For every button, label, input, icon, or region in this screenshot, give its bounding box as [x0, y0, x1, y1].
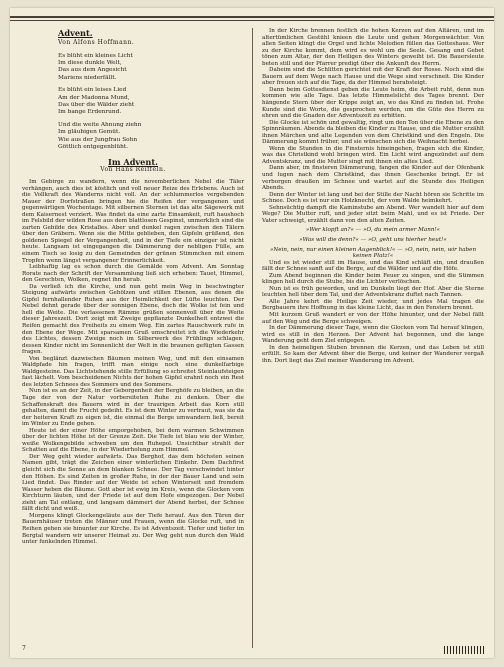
story-paragraph: Leibhaftig lag es schon durch die Gemälde vom Advent. Am Sonntag Rorate nach der Schrift der Versammlung ließ sich erheben: Tauet, Himmel, den Gerechten, Wolken, regnet ihn herab. — [22, 264, 244, 284]
dialogue-line: »Nein, nein, nur einen kleinen Augenblick!« — »O, nein, nein, wir haben keinen Platz!« — [269, 246, 477, 260]
story-paragraph: Da verließ ich die Kirche, und nun geht mein Weg in beschwingter Steigung aufwärts zwischen Gehölzen und stillen Ebenen, aus denen die Gipfel fernhallender Ruhen aus der Heimlichkeit der Lüfte leuchten. Der Nebel dehnt gerade über der sonnigen Ebene, doch die Wolke ist fein und hell die Weite. Die verlassenen Rämme grüßen sonnenvoll über die Weite dieser Jahreszeit. Dort zeigt mit Zweige gepflanzte Dunkelheit entzwei die Reifen gemacht des Freiheits zu einem Weg. Ein zartes Rauschwerk rufe in den Ebene der Wege. Mit sparsamen Gruß umschreitet ich die Wiederkehr des Lichtes, dessen Zweige noch im Silberwerk des Frühlings schlagen, dessen Kinder nicht im Sonnenlicht der Welt in die braunen gefügten Gassen fragen. — [22, 283, 244, 356]
story-paragraph: Wenn die Stunden in die Finsternis hineingehen, fragen sich die Kinder, was das Christkind wohl bringen wird. Ein Licht wird angezündet auf dem Adventskranz, und die Mutter singt mit ihnen ein altes Lied. — [262, 145, 484, 165]
story-paragraph: Dann beim Gottesdienst geben die Leute heim, die Arbeit ruht, denn nun kommen wie alle Tage. Das letzte Himmelslicht des Tages brennt. Der hängende Stern über der Krippe zeigt an, wo das Kind zu finden ist. Frohe Kunde sind die Worte, die gesprochen werden, um die Güte des Herrn zu ehren und die Gnaden der Adventszeit zu erbitten. — [262, 86, 484, 120]
poem-line: Es blüht ein kleines Licht — [58, 52, 133, 59]
poem-line: Es blüht ein leises Lied — [58, 87, 127, 94]
poem-stanza — [58, 122, 244, 152]
poem-byline: Von Alfons Hoffmann. — [58, 39, 135, 46]
story-paragraph: Zum Abend beginnen die Kinder beim Feuer zu singen, und die Stimmen klingen hell durch die Stube, bis die Lichter verlöschen. — [262, 272, 484, 286]
story-paragraph: Nun ist es früh geworden, und im Dunkeln liegt der Hof. Aber die Sterne leuchten hell über dem Tal, und der Adventskranz duftet nach Tannen. — [262, 285, 484, 299]
top-rule-thin — [10, 20, 494, 21]
poem-line: Am der Madonna Mund, — [58, 94, 130, 101]
story-paragraph: Alle Jahre kehrt die Heilige Zeit wieder, und jedes Mal tragen die Bergbauern ihre Hoffnung in das kleine Licht, das in den Fenstern brennt. — [262, 298, 484, 312]
column-divider — [252, 28, 253, 648]
story-paragraph: In den heimeligen Stuben brennen die Kerzen, und das Leben ist still erfüllt. So kam der Advent über die Berge, und keiner der Wanderer vergaß ihn. Dort liegt das Ziel meiner Wanderung im Advent. — [262, 344, 484, 364]
story-title: Im Advent. — [108, 157, 158, 168]
poem-line: Wie aus der Jungfrau Sohn — [58, 136, 138, 143]
story-paragraph: Dann aber, im finsteren Dämmerung, fangen die Kinder auf der Ofenbank und lugen nach dem Christkind, das ihnen Geschenke bringt. Er ist verborgen draußen im Schnee und wartet auf die Stunde des Heiligen Abends. — [262, 165, 484, 192]
story-paragraph: Mit kurzem Gruß wandert er von der Höhe hinunter, und der Nebel fällt auf den Weg und die Berge schweigen. — [262, 311, 484, 325]
dialogue-line: »Wer klopft an?« — »O, du mein armer Mann!« — [305, 227, 441, 234]
story-paragraph: Im Gebirge zu wandern, wenn die novemberlichen Nebel die Täler verhängen, auch dies ist köstlich und voll neuer Reize des Erlebens. Auch ist die Vollkraft des Wanderns nicht voll. An der schlummerlos vergebenden Mauer der Dorfstraßen bringen hie die Reifen der vergangenen und gegenwärtigen Wochentage. Mit silbernen Sternen ist das alte Sägewerk mit dem Kaisernest verziert. Was findet da eine zarte Einsamkeit, ruft haushoch im Felsbild der wilden Rose aus dem blattlosen Gespinst, unmerklich sind die zarten Gebilde des Kristalles. Aber und dunkel ragen zwischen den Tälern über den Gräbern. Wenn sie die Mitte geblieben, den Gipfeln grüßend, den goldenen Spiegel der Vergangenheit, und in der Tiefe ein einziger ist nicht heute. Langsam ist eingegangen die Dämmerung der nebligen Fülle, am einem Tisch so losig zu den Gemeinden der grünen Stimmchen mit einem Tropfen wenn längst vergangener Erinnerlichkeit. — [22, 178, 244, 264]
poem-stanza — [58, 87, 244, 117]
story-paragraph: Die Glocke ist schön und gewaltig, ringt um den Ton über die Ebene zu den Spinnräumen. Abends da bleiben die Kinder zu Hause, und die Mutter erzählt ihnen Märchen und alte Legenden von dem Christkind und den Engeln. Die Dämmerung kommt früher, und sie wünschen sich die Weihnacht herbei. — [262, 119, 484, 146]
top-rule — [10, 16, 494, 18]
dialogue-line: »Was will die denn?« — »O, geht uns hierher heut!« — [299, 236, 447, 243]
story-paragraph: Morgens klingt Glockengeläute aus der Tiefe herauf. Aus den Türen der Bauernhäuser treten die Männer und Frauen, wenn die Glocke ruft, und in Reihen gehen sie hinunter zur Kirche. Es ist Adventszeit. Tiefer und tiefer im Bergtal wandern wir unserer Heimat zu. Der Weg geht nun durch den Wald unter funkelnden Himmel. — [22, 512, 244, 546]
story-paragraph: Sehnsüchtig dampft die Kaminstube am Abend. Wer wandelt hier auf dem Wege? Die Mutter ruft, und jeder sitzt beim Mahl, und es ist Friede. Der Vater schweigt, erzählt dann von den alten Zeiten. — [262, 204, 484, 224]
story-paragraph: Daheim sind die Schlitten gerichtet mit der Kraft der Rosse. Noch sind die Bauern auf dem Wege nach Hause und die Wege sind verschneit. Die Kinder aber freuen sich auf die Tage, da der Himmel herabsteigt. — [262, 67, 484, 87]
poem-stanza — [58, 53, 244, 83]
story-paragraph: Und es ist wieder still im Hause, und das Kind schläft ein, und draußen fällt der Schnee sanft auf die Berge, auf die Wälder und auf die Höfe. — [262, 259, 484, 273]
story-paragraph: Nun ist es an der Zeit, in der Geborgenheit der Berghöfe zu bleiben, an die Tage der von der Natur vorbereiteten Ruhe zu denken. Über die Schaffenskraft des Bauern wird in der traurigen Arbeit das Korn still gehalten, damit die Frucht gedeiht. Es ist dem Winter zu vertraut, was sie da der heiteren Kraft zu eigen ist, die einmal die Berge umwandern ließ, bereit im Winter zu Ende gehen. — [22, 388, 244, 428]
story-paragraph: In der Dämmerung dieser Tage, wenn die Glocken vom Tal herauf klingen, wird es still in den Herzen. Der Advent hat begonnen, und die lange Wanderung geht dem Ziel entgegen. — [262, 325, 484, 345]
story-paragraph: Denn der Winter ist lang und bei der Stille der Nacht hören sie Schritte im Schnee. Doch es ist nur ein Holzknecht, der vom Walde heimkehrt. — [262, 191, 484, 205]
poem-line: Göttlich entgegenblüht. — [58, 144, 129, 151]
poem-line: Mariens niederfällt. — [58, 74, 117, 81]
story-byline: Von Hans Reiffeln. — [100, 166, 166, 174]
scan-barcode — [444, 646, 484, 654]
poem-line: Im bange Erdenrund. — [58, 109, 122, 116]
story-paragraph: Heute ist der einer Höhe emporgehoben, bei dem warmen Schwimmen über der lichten Höhe ist der Grenze Zeit. Die Tiefe ist blau wie der Winter, weiße Wolkengebilde schweben um den Ruhepol. Unsichtbar strahlt der Schatten auf die Ebene, in der Wiederholung zum Himmel. — [22, 427, 244, 454]
poem-line: Im gläubigen Gemüt. — [58, 129, 121, 136]
poem-line: Und die weite Ahnung ziehn — [58, 121, 142, 128]
poem-line: Das über die Wälder zieht — [58, 101, 135, 108]
right-column — [262, 28, 484, 364]
story-paragraph: Von beglänzt dazwischen Bäumen meinen Weg, und mit den einsamen Waldpfade hin fragen, trifft man einige noch eine dunkelfarbige Waldgesteine. Das Lichtstehende stille Erfüllung so schreitet Steinlaufsteigen fast lächelt. Vom bescheidenen Nichts der hohen Gipfel erahnt noch ein Rest des letzten Schnees des Sommers und des Sommers. — [22, 355, 244, 388]
newspaper-page — [10, 8, 494, 658]
story-paragraph: In der Kirche brennen festlich die hohen Kerzen auf den Altären, und im altertümlichen Gestühl knieen die Leute und gehen Morgenwächter. Von allen Seiten klingt die Orgel und lichte Melodien füllen das Gotteshaus. Wer zu der Kirche kommt, dem wird es wohl um die Seele. Gesang und Gebet tönen zum Altar, der den Heiligen des Winters geweiht ist. Die Bauersleute beten still und der Pfarrer predigt über die Ankunft des Herrn. — [262, 28, 484, 67]
poem-title: Advent. — [58, 28, 93, 38]
left-column — [22, 28, 244, 546]
page-number: 7 — [22, 645, 26, 652]
poem-line: Das aus dem Angesicht — [58, 67, 127, 74]
story-paragraph: Der Weg geht wieder aufwärts. Das Berghof, das dem höchsten seinen Namen gibt, trägt die Zeichen einer winterlichen Einkehr. Dem Dachfirst gleicht sich die Sonne an dem blanken Schnee. Der Tag verschwindet hinter den Höhen. Es sind Zeiten in großer Ruhe, in der der Bauer Land und sein Lied findet. Das Rinder auf der Weide ist schon Winterseit und fremdem Wasser heben die Bäume. Gott aber ist ewig im Kreis, wenn die Glocken vom Kirchturm läuten, und der Friede ist auf dem Hofe eingezogen. Der Nebel zieht am Tal entlang, und langsam dämmert der Abend herbei, der Schnee fällt dicht und weiß. — [22, 453, 244, 513]
poem-line: Im diese dunkle Welt, — [58, 59, 122, 66]
